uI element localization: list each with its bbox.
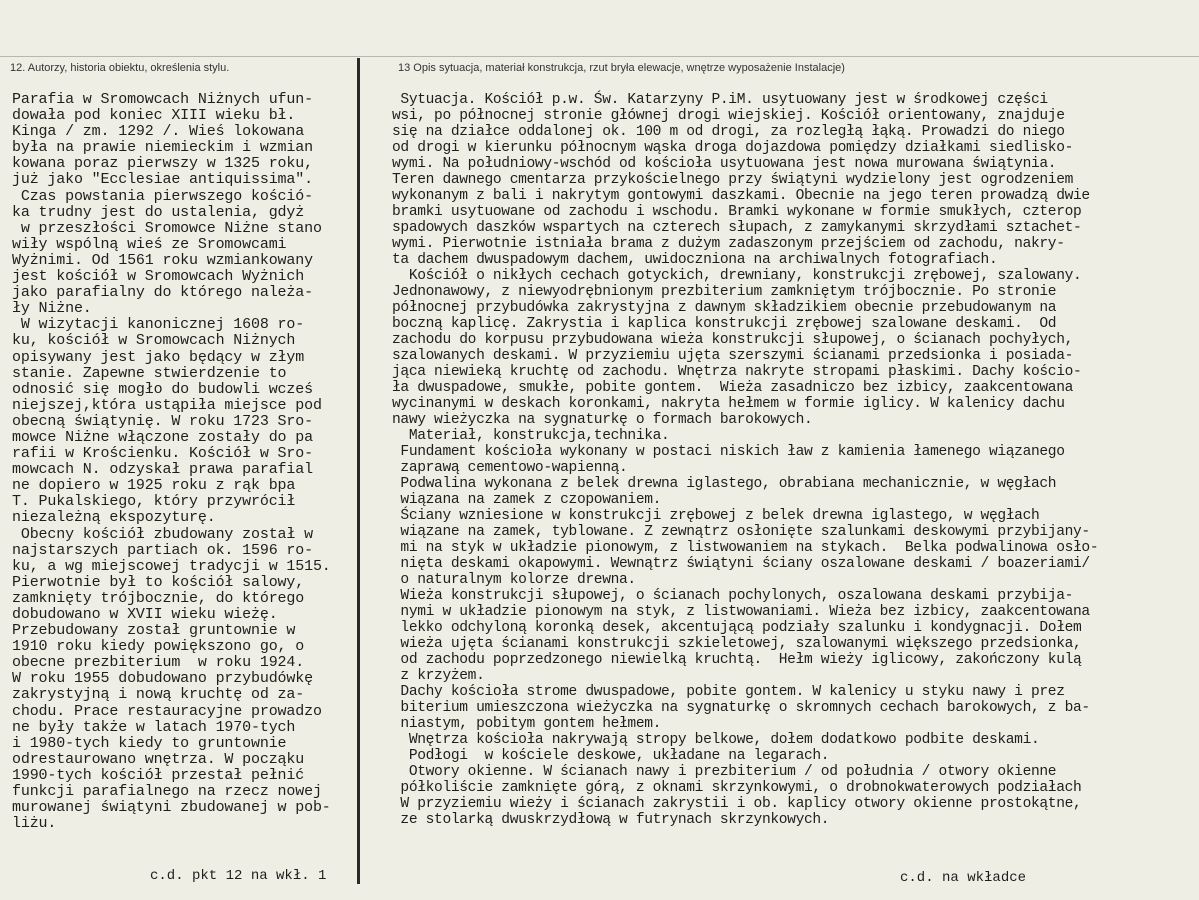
text-line: W wizytacji kanonicznej 1608 ro- — [12, 316, 305, 334]
text-line: Jednonawowy, z niewyodrębnionym prezbiterium zamkniętym trójbocznie. Po stronie — [392, 284, 1057, 300]
text-line: 1990-tych kościół przestał pełnić — [12, 766, 305, 784]
text-line: ze stolarką dwuskrzydłową w futrynach skrzynkowych. — [392, 812, 830, 828]
top-rule — [0, 56, 1199, 57]
text-line: niastym, pobitym gontem hełmem. — [392, 716, 662, 732]
text-line: zamknięty trójbocznie, do którego — [12, 589, 305, 607]
text-line: o naturalnym kolorze drewna. — [392, 572, 636, 588]
text-line: dowała pod koniec XIII wieku bł. — [12, 107, 296, 125]
text-line: jąca niewieką kruchtę od zachodu. Wnętrza nakryte stropami płaskimi. Dachy kościo- — [392, 364, 1082, 380]
text-line: spadowych daszków wspartych na czterech słupach, z zamykanymi skrzydłami sztachet- — [392, 220, 1082, 236]
text-line: stanie. Zapewne stwierdzenie to — [12, 364, 287, 382]
text-line: funkcji parafialnego na rzecz nowej — [12, 783, 322, 801]
text-line: kowana poraz pierwszy w 1325 roku, — [12, 155, 313, 173]
text-line: odnosić się mogło do budowli wcześ — [12, 380, 313, 398]
text-line: boczną kaplicę. Zakrystia i kaplica konstrukcji zrębowej szalowane deskami. Od — [392, 316, 1057, 332]
text-line: obecną świątynię. W roku 1723 Sro- — [12, 412, 313, 430]
text-line: murowanej świątyni zbudowanej w pob- — [12, 799, 331, 817]
text-line: Pierwotnie był to kościół salowy, — [12, 573, 305, 591]
right-continuation-note: c.d. na wkładce — [900, 870, 1027, 886]
text-line: już jako "Ecclesiae antiquissima". — [12, 171, 313, 189]
text-line: i 1980-tych kiedy to gruntownie — [12, 734, 287, 752]
text-line: niezależną ekspozyturę. — [12, 509, 216, 527]
text-line: ta dachem dwuspadowym dachem, uwidoczniona na archiwalnych fotografiach. — [392, 252, 998, 268]
text-line: wycinanymi w deskach koronkami, nakryta hełmem w formie iglicy. W kalenicy dachu — [392, 396, 1065, 412]
text-line: ku, kościół w Sromowcach Niżnych — [12, 332, 296, 350]
text-line: jest kościół w Sromowcach Wyżnich — [12, 268, 305, 286]
text-line: najstarszych partiach ok. 1596 ro- — [12, 541, 313, 559]
text-line: wiązana na zamek z czopowaniem. — [392, 492, 662, 508]
text-line: bramki usytuowane od zachodu i wschodu. Bramki wykonane w formie smukłych, czterop — [392, 204, 1082, 220]
text-line: Obecny kościół zbudowany został w — [12, 525, 313, 543]
column-divider — [357, 58, 360, 884]
right-column-header: 13 Opis sytuacja, materiał konstrukcja, rzut bryła elewacje, wnętrze wyposażenie Instalacje) — [398, 62, 845, 74]
text-line: mowcach N. odzyskał prawa parafial — [12, 461, 313, 479]
left-continuation-note: c.d. pkt 12 na wkł. 1 — [150, 868, 327, 884]
text-line: chodu. Prace restauracyjne prowadzo — [12, 702, 322, 720]
text-line: nymi w układzie pionowym na styk, z listwowaniami. Wieża bez izbicy, zaakcentowana — [392, 604, 1090, 620]
text-line: zaprawą cementowo-wapienną. — [392, 460, 628, 476]
text-line: T. Pukalskiego, który przywrócił — [12, 493, 296, 511]
text-line: północnej przybudówka zakrystyjna z dawnym składzikiem obecnie przebudowanym na — [392, 300, 1057, 316]
text-line: biterium umieszczona wieżyczka na sygnaturkę o skromnych cechach barokowych, z ba- — [392, 700, 1090, 716]
text-line: zachodu do korpusu przybudowana wieża konstrukcji słupowej, o ścianach pochyłych, — [392, 332, 1074, 348]
text-line: Wieża konstrukcji słupowej, o ścianach pochylonych, oszalowana deskami przybija- — [392, 588, 1074, 604]
text-line: ka trudny jest do ustalenia, gdyż — [12, 203, 305, 221]
description-text-column — [392, 92, 1197, 828]
text-line: nięta deskami okapowymi. Wewnątrz świątyni ściany oszalowane deskami / boazeriami/ — [392, 556, 1090, 572]
text-line: Otwory okienne. W ścianach nawy i prezbiterium / od południa / otwory okienne — [392, 764, 1057, 780]
text-line: W przyziemiu wieży i ścianach zakrystii i ob. kaplicy otwory okienne prostokątne, — [392, 796, 1082, 812]
text-line: wiązane na zamek, tyblowane. Z zewnątrz osłonięte szalunkami deskowymi przybijany- — [392, 524, 1090, 540]
text-line: Czas powstania pierwszego kośció- — [12, 187, 313, 205]
text-line: była na prawie niemieckim i wzmian — [12, 139, 313, 157]
left-column-header: 12. Autorzy, historia obiektu, określenia stylu. — [10, 62, 230, 74]
text-line: wiły wspólną wieś ze Sromowcami — [12, 235, 287, 253]
text-line: wymi. Pierwotnie istniała brama z dużym zadaszonym przejściem od zachodu, nakry- — [392, 236, 1065, 252]
text-line: 1910 roku kiedy powiększono go, o — [12, 638, 305, 656]
text-line: ła dwuspadowe, smukłe, pobite gontem. Wieża zasadniczo bez izbicy, zaakcentowana — [392, 380, 1074, 396]
text-line: z krzyżem. — [392, 668, 485, 684]
text-line: Ściany wzniesione w konstrukcji zrębowej z belek drewna iglastego, w węgłach — [392, 508, 1040, 524]
text-line: W roku 1955 dobudowano przybudówkę — [12, 670, 313, 688]
text-line: mi na styk w układzie pionowym, z listwowaniem na stykach. Belka podwalinowa osło- — [392, 540, 1099, 556]
text-line: opisywany jest jako będący w złym — [12, 348, 305, 366]
text-line: Przebudowany został gruntownie w — [12, 622, 296, 640]
history-text-column — [12, 92, 357, 832]
text-line: lekko odchyloną koronką desek, akcentującą podziały szalunku i kondygnacji. Dołem — [392, 620, 1082, 636]
text-line: Wnętrza kościoła nakrywają stropy belkowe, dołem dodatkowo podbite deskami. — [392, 732, 1040, 748]
text-line: Parafia w Sromowcach Niżnych ufun- — [12, 91, 313, 108]
text-line: szalowanych deskami. W przyziemiu ujęta szerszymi ścianami przedsionka i posiada- — [392, 348, 1074, 364]
text-line: mowce Niżne włączone zostały do pa — [12, 428, 313, 446]
text-line: wieża ujęta ścianami konstrukcji szkieletowej, szalowanymi większego przedsionka, — [392, 636, 1082, 652]
text-line: niejszej,która ustąpiła miejsce pod — [12, 396, 322, 414]
text-line: Podwalina wykonana z belek drewna iglastego, obrabiana mechanicznie, w węgłach — [392, 476, 1057, 492]
text-line: dobudowano w XVII wieku wieżę. — [12, 606, 278, 623]
text-line: odrestaurowano wnętrza. W począku — [12, 750, 305, 768]
text-line: rafii w Krościenku. Kościół w Sro- — [12, 445, 313, 463]
text-line: wsi, po północnej stronie głównej drogi wiejskiej. Kościół orientowany, znajduje — [392, 108, 1065, 124]
text-line: Materiał, konstrukcja,technika. — [392, 428, 670, 444]
text-line: Podłogi w kościele deskowe, układane na legarach. — [392, 748, 830, 764]
text-line: liżu. — [12, 815, 57, 833]
text-line: ły Niżne. — [12, 300, 92, 318]
text-line: Kinga / zm. 1292 /. Wieś lokowana — [12, 123, 305, 141]
text-line: ku, a wg miejscowej tradycji w 1515. — [12, 557, 331, 575]
text-line: Fundament kościoła wykonany w postaci niskich ław z kamienia łamenego wiązanego — [392, 444, 1065, 460]
text-line: jako parafialny do którego należa- — [12, 284, 313, 302]
text-line: wykonanym z bali i nakrytym gontowymi daszkami. Obecnie na jego teren prowadzą dwie — [392, 188, 1090, 204]
text-line: się na działce oddalonej ok. 100 m od drogi, za rozległą łąką. Prowadzi do niego — [392, 124, 1065, 140]
text-line: półkoliście zamknięte górą, z oknami skrzynkowymi, o drobnokwaterowych podziałach — [392, 780, 1082, 796]
text-line: zakrystyjną i nową kruchtę od za- — [12, 686, 305, 704]
text-line: Teren dawnego cmentarza przykościelnego przy świątyni wydzielony jest ogrodzeniem — [392, 172, 1074, 188]
text-line: Sytuacja. Kościół p.w. Św. Katarzyny P.iM. usytuowany jest w środkowej części — [392, 92, 1048, 108]
text-line: obecne prezbiterium w roku 1924. — [12, 654, 305, 672]
text-line: nawy wieżyczka na sygnaturkę o formach barokowych. — [392, 412, 813, 428]
text-line: wymi. Na południowy-wschód od kościoła usytuowana jest nowa murowana świątynia. — [392, 156, 1057, 172]
text-line: w przeszłości Sromowce Niżne stano — [12, 219, 322, 237]
text-line: ne dopiero w 1925 roku z rąk bpa — [12, 477, 296, 495]
text-line: Wyżnimi. Od 1561 roku wzmiankowany — [12, 251, 313, 269]
text-line: Dachy kościoła strome dwuspadowe, pobite gontem. W kalenicy u styku nawy i prez — [392, 684, 1065, 700]
text-line: od drogi w kierunku północnym wąska droga dojazdowa pomiędzy działkami siedlisko- — [392, 140, 1074, 156]
text-line: od zachodu poprzedzonego niewielką kruchtą. Hełm wieży iglicowy, zakończony kulą — [392, 652, 1082, 668]
text-line: Kościół o nikłych cechach gotyckich, drewniany, konstrukcji zrębowej, szalowany. — [392, 268, 1082, 284]
text-line: ne były także w latach 1970-tych — [12, 718, 296, 736]
